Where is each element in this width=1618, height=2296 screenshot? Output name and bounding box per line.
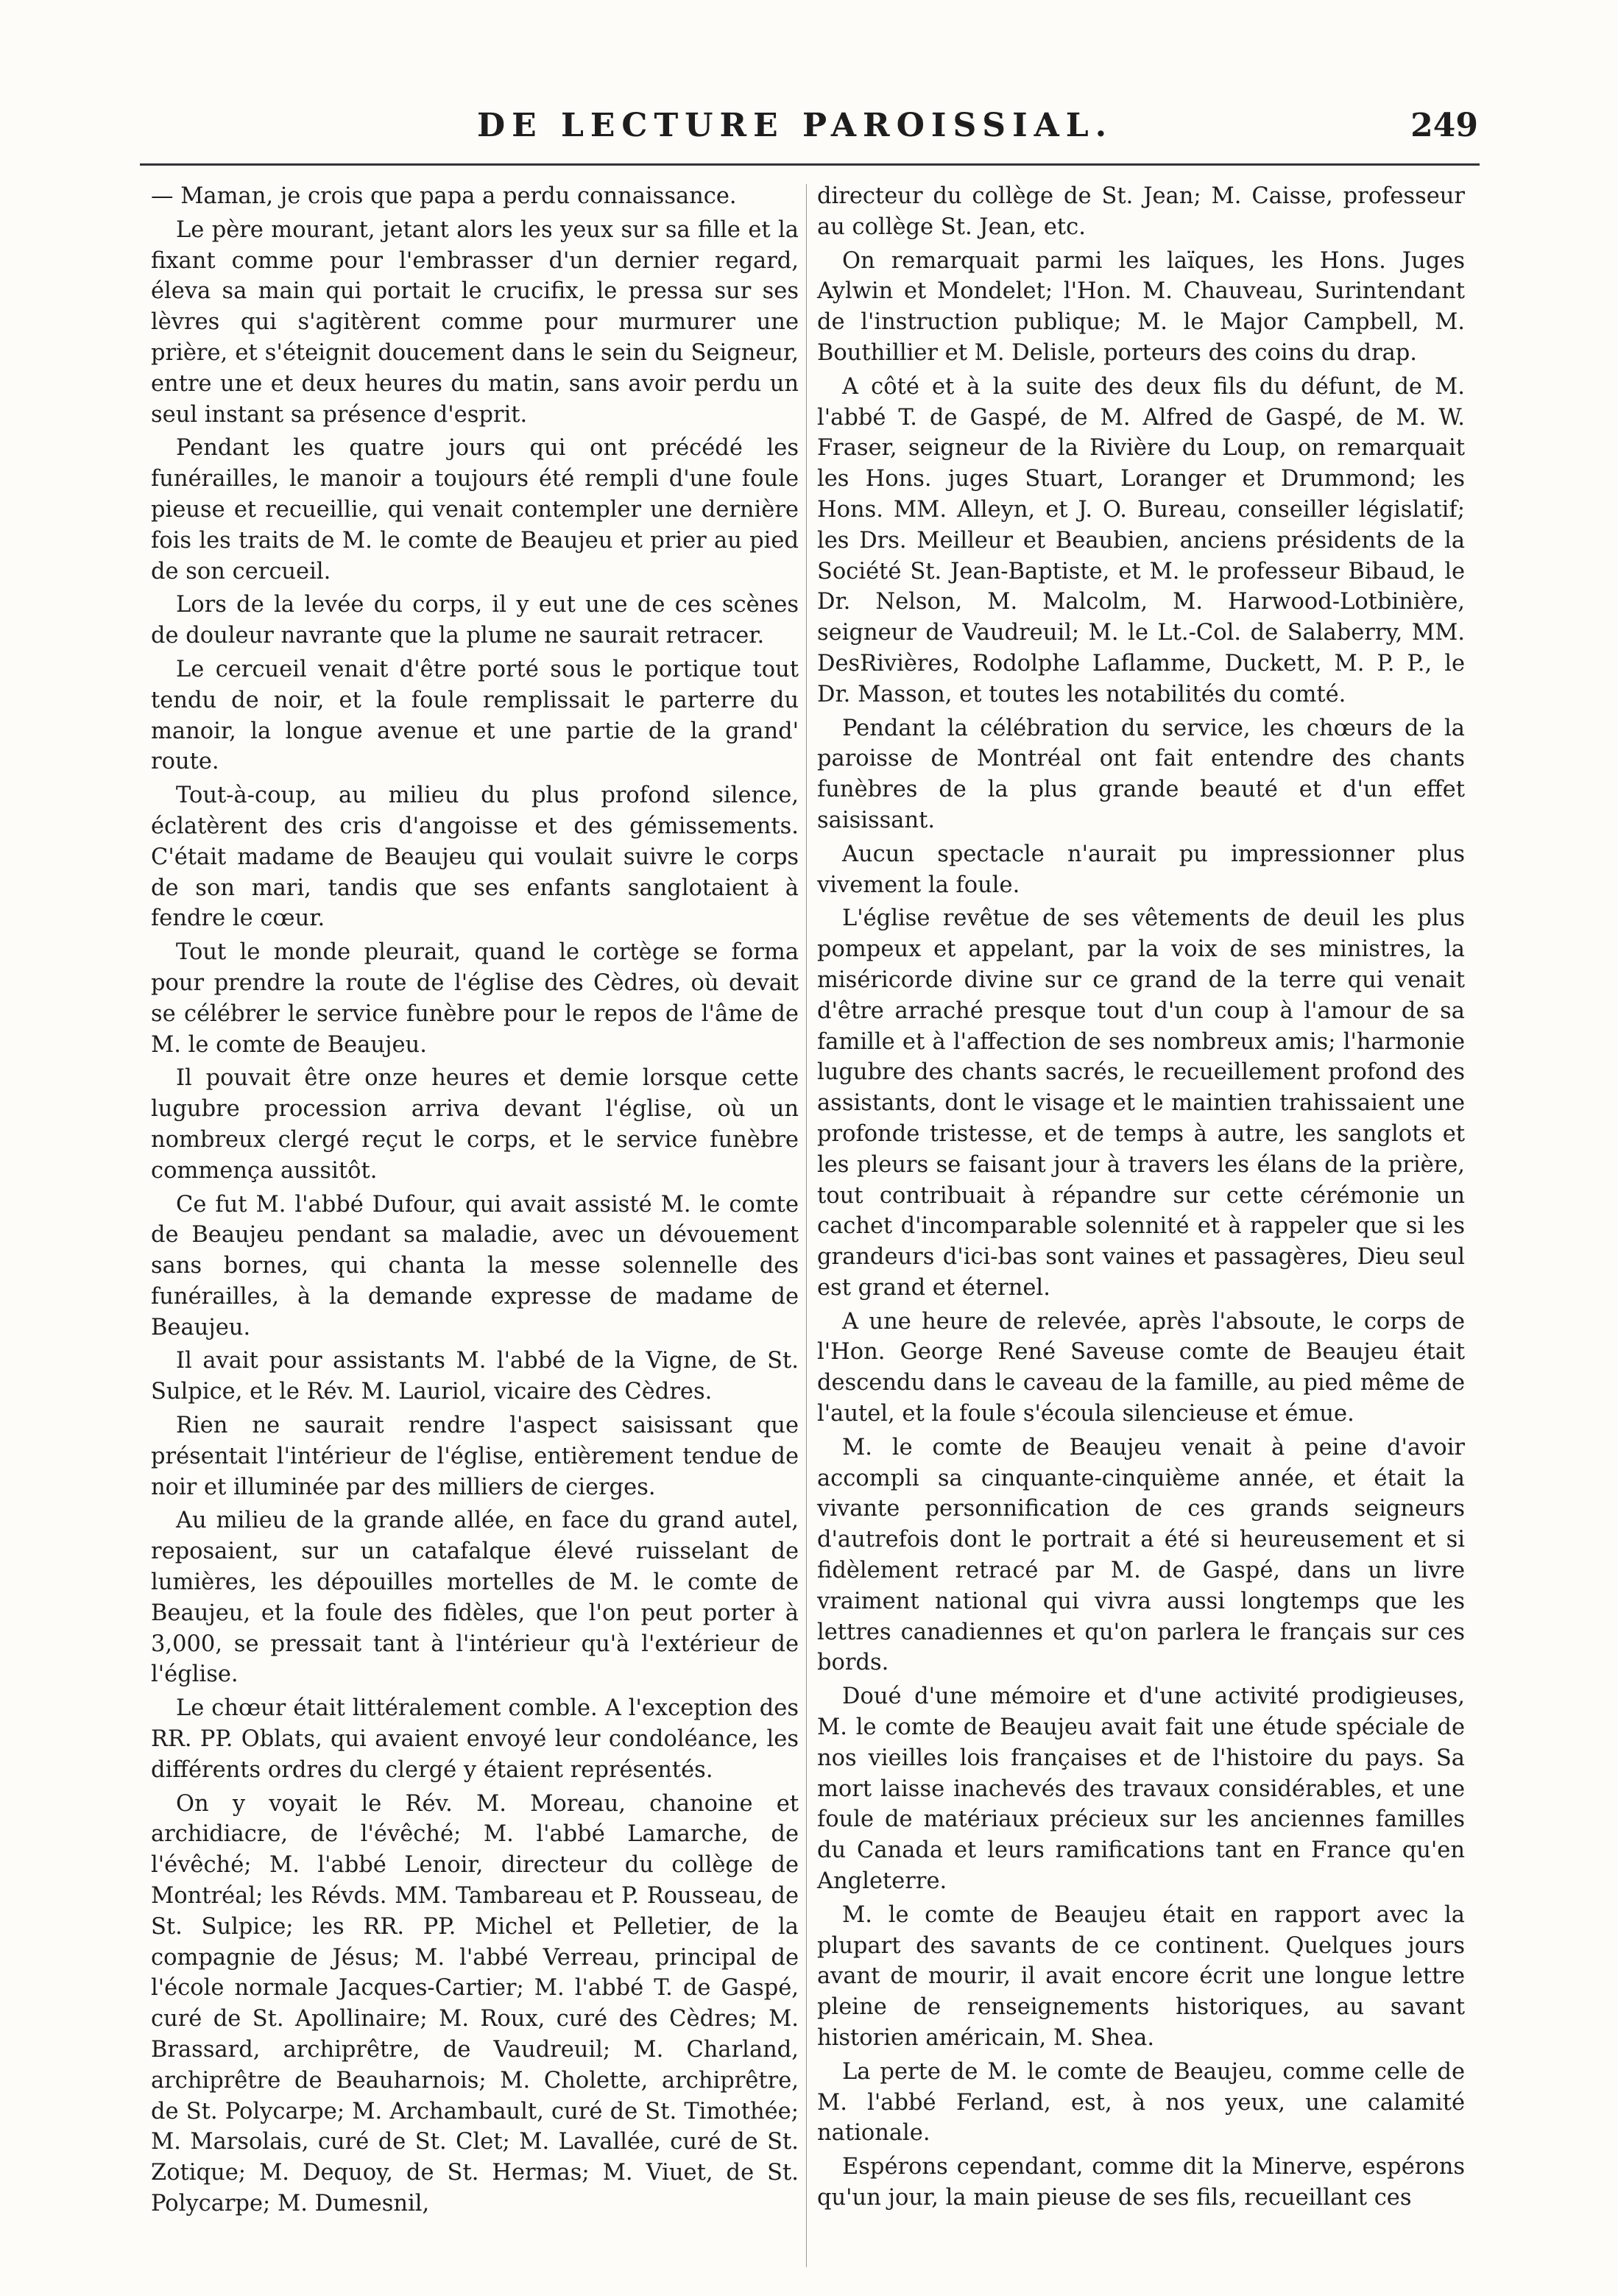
header-rule: [140, 163, 1480, 166]
paragraph: directeur du collège de St. Jean; M. Caisse, professeur au collège St. Jean, etc.: [817, 183, 1465, 240]
left-column: [151, 181, 799, 2222]
paragraph: — Maman, je crois que papa a perdu connaissance.: [151, 183, 737, 209]
paragraph: Espérons cependant, comme dit la Minerve, espérons qu'un jour, la main pieuse de ses fils, recueillant ces: [817, 2154, 1465, 2211]
paragraph: M. le comte de Beaujeu était en rapport avec la plupart des savants de ce continent. Quelques jours avant de mourir, il avait encore écrit une longue lettre pleine de renseignements historiques, au savant historien américain, M. Shea.: [817, 1901, 1465, 2052]
paragraph: L'église revêtue de ses vêtements de deuil les plus pompeux et appelant, par la voix de ses ministres, la miséricorde divine sur ce grand de la terre qui venait d'être arraché presque tout d'un coup à l'amour de sa famille et à l'affection de ses nombreux amis; l'harmonie lugubre des chants sacrés, le recueillement profond des assistants, dont le visage et le maintien trahissaient une profonde tristesse, et de temps à autre, les sanglots et les pleurs se faisant jour à travers les élans de la prière, tout contribuait à répandre sur cette cérémonie un cachet d'incomparable solennité et à rappeler que si les grandeurs d'ici-bas sont vaines et passagères, Dieu seul est grand et éternel.: [817, 905, 1465, 1301]
paragraph: Tout le monde pleurait, quand le cortège se forma pour prendre la route de l'église des Cèdres, où devait se célébrer le service funèbre pour le repos de l'âme de M. le comte de Beaujeu.: [151, 939, 799, 1058]
paragraph: On y voyait le Rév. M. Moreau, chanoine et archidiacre, de l'évêché; M. l'abbé Lamarche, de l'évêché; M. l'abbé Lenoir, directeur du collège de Montréal; les Révds. MM. Tambareau et P. Rousseau, de St. Sulpice; les RR. PP. Michel et Pelletier, de la compagnie de Jésus; M. l'abbé Verreau, principal de l'école normale Jacques-Cartier; M. l'abbé T. de Gaspé, curé de St. Apollinaire; M. Roux, curé des Cèdres; M. Brassard, archiprêtre, de Vaudreuil; M. Charland, archiprêtre de Beauharnois; M. Cholette, archiprêtre, de St. Polycarpe; M. Archambault, curé de St. Timothée; M. Marsolais, curé de St. Clet; M. Lavallée, curé de St. Zotique; M. Dequoy, de St. Hermas; M. Viuet, de St. Polycarpe; M. Dumesnil,: [151, 1790, 799, 2216]
paragraph: Pendant les quatre jours qui ont précédé les funérailles, le manoir a toujours été rempli d'une foule pieuse et recueillie, qui venait contempler une dernière fois les traits de M. le comte de Beaujeu et prier au pied de son cercueil.: [151, 435, 799, 584]
paragraph: Le père mourant, jetant alors les yeux sur sa fille et la fixant comme pour l'embrasser d'un dernier regard, éleva sa main qui portait le crucifix, le pressa sur ses lèvres qui s'agitèrent comme pour murmurer une prière, et s'éteignit doucement dans le sein du Seigneur, entre une et deux heures du matin, sans avoir perdu un seul instant sa présence d'esprit.: [151, 216, 799, 428]
running-title: DE LECTURE PAROISSIAL.: [476, 107, 1114, 144]
right-column: [817, 181, 1465, 2216]
paragraph: Tout-à-coup, au milieu du plus profond silence, éclatèrent des cris d'angoisse et des gémissements. C'était madame de Beaujeu qui voulait suivre le corps de son mari, tandis que ses enfants sanglotaient à fendre le cœur.: [151, 783, 799, 932]
paragraph: M. le comte de Beaujeu venait à peine d'avoir accompli sa cinquante-cinquième année, et était la vivante personnification de ces grands seigneurs d'autrefois dont le portrait a été si heureusement et si fidèlement retracé par M. de Gaspé, dans un livre vraiment national qui vivra aussi longtemps que les lettres canadiennes et qu'on parlera le français sur ces bords.: [817, 1434, 1465, 1676]
paragraph: Il pouvait être onze heures et demie lorsque cette lugubre procession arriva devant l'église, où un nombreux clergé reçut le corps, et le service funèbre commença aussitôt.: [151, 1065, 799, 1184]
paragraph: Rien ne saurait rendre l'aspect saisissant que présentait l'intérieur de l'église, entièrement tendue de noir et illuminée par des milliers de cierges.: [151, 1413, 799, 1500]
paragraph: La perte de M. le comte de Beaujeu, comme celle de M. l'abbé Ferland, est, à nos yeux, une calamité nationale.: [817, 2058, 1465, 2147]
paragraph: On remarquait parmi les laïques, les Hons. Juges Aylwin et Mondelet; l'Hon. M. Chauveau, Surintendant de l'instruction publique; M. le Major Campbell, M. Bouthillier et M. Delisle, porteurs des coins du drap.: [817, 247, 1465, 366]
paragraph: Le cercueil venait d'être porté sous le portique tout tendu de noir, et la foule remplissait le parterre du manoir, la longue avenue et une partie de la grand' route.: [151, 656, 799, 775]
paragraph: A une heure de relevée, après l'absoute, le corps de l'Hon. George René Saveuse comte de Beaujeu était descendu dans le caveau de la famille, au pied même de l'autel, et la foule s'écoula silencieuse et émue.: [817, 1308, 1465, 1427]
page-number: 249: [1410, 107, 1478, 144]
paragraph: Au milieu de la grande allée, en face du grand autel, reposaient, sur un catafalque élevé ruisselant de lumières, les dépouilles mortelles de M. le comte de Beaujeu, et la foule des fidèles, que l'on peut porter à 3,000, se pressait tant à l'intérieur qu'à l'extérieur de l'église.: [151, 1508, 799, 1688]
column-divider: [806, 184, 807, 2267]
paragraph: Doué d'une mémoire et d'une activité prodigieuses, M. le comte de Beaujeu avait fait une étude spéciale de nos vieilles lois françaises et de l'histoire du pays. Sa mort laisse inachevés des travaux considérables, et une foule de matériaux précieux sur les anciennes familles du Canada et leurs ramifications tant en France qu'en Angleterre.: [817, 1684, 1465, 1895]
paragraph: Le chœur était littéralement comble. A l'exception des RR. PP. Oblats, qui avaient envoyé leur condoléance, les différents ordres du clergé y étaient représentés.: [151, 1695, 799, 1783]
paragraph: Ce fut M. l'abbé Dufour, qui avait assisté M. le comte de Beaujeu pendant sa maladie, avec un dévouement sans bornes, qui chanta la messe solennelle des funérailles, à la demande expresse de madame de Beaujeu.: [151, 1191, 799, 1340]
paragraph: Il avait pour assistants M. l'abbé de la Vigne, de St. Sulpice, et le Rév. M. Lauriol, vicaire des Cèdres.: [151, 1348, 799, 1405]
paragraph: A côté et à la suite des deux fils du défunt, de M. l'abbé T. de Gaspé, de M. Alfred de Gaspé, de M. W. Fraser, seigneur de la Rivière du Loup, on remarquait les Hons. juges Stuart, Loranger et Drummond; les Hons. MM. Alleyn, et J. O. Bureau, conseiller législatif; les Drs. Meilleur et Beaubien, anciens présidents de la Société St. Jean-Baptiste, et M. le professeur Bibaud, le Dr. Nelson, M. Malcolm, M. Harwood-Lotbinière, seigneur de Vaudreuil; M. le Lt.-Col. de Salaberry, MM. DesRivières, Rodolphe Laflamme, Duckett, M. P. P., le Dr. Masson, et toutes les notabilités du comté.: [817, 373, 1465, 707]
paragraph: Aucun spectacle n'aurait pu impressionner plus vivement la foule.: [817, 841, 1465, 898]
paragraph: Pendant la célébration du service, les chœurs de la paroisse de Montréal ont fait entendre des chants funèbres de la plus grande beauté et d'un effet saisissant.: [817, 715, 1465, 833]
paragraph: Lors de la levée du corps, il y eut une de ces scènes de douleur navrante que la plume ne saurait retracer.: [151, 592, 799, 649]
